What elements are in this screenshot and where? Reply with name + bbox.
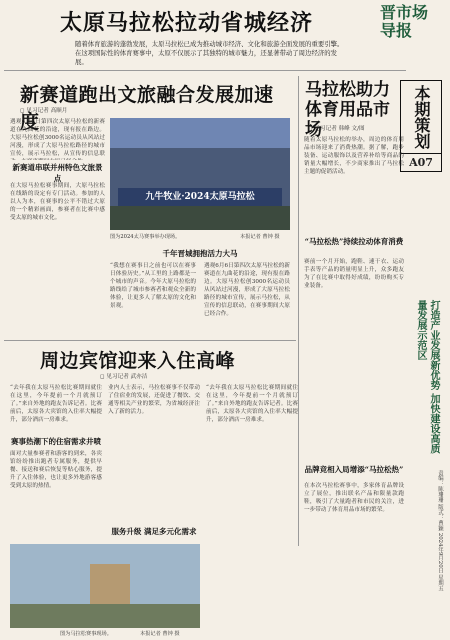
page-info: 责编：陈珊珊 版式：曹颖 2024年9月20日 星期五 <box>437 470 443 591</box>
divider <box>4 70 406 71</box>
article-body: 赛前一个月开始，跑鞋、速干衣、运动手表等产品的销量明显上升，众多跑友为了在比赛中取得好成绩，纷纷购买专业装备。 <box>304 259 404 289</box>
page-number: A07 <box>401 153 441 171</box>
article-body: 面对大量参赛者和游客的到来，各宾馆纷纷推出跑者专属服务，提供早餐、接送和赛后恢复等贴心服务，提升了入住体验，也让更多外地游客感受到太原的热情。 <box>10 451 102 489</box>
subheading: 品牌竞相入局增添“马拉松热” <box>304 465 404 474</box>
photo-credit: 本报记者 曹钟 摄 <box>140 631 180 637</box>
subheading: “马拉松热”持续拉动体育消费 <box>304 237 404 246</box>
byline: ◻ 见习记者 韩峰 文/图 <box>308 126 365 132</box>
article-title: 新赛道跑出文旅融合发展加速度 <box>20 84 274 133</box>
byline: ◻ 见习记者 武亦洁 <box>100 374 148 380</box>
subheading: 服务升级 满足多元化需求 <box>111 527 197 536</box>
article-title: 马拉松助力体育用品市场 <box>305 80 390 140</box>
article-body: 业内人士表示，马拉松赛事不仅带动了住宿业的发展，还促进了餐饮、交通等相关产业的繁荣，为省城经济注入了新的活力。 <box>108 385 200 415</box>
subheading: 新赛道串联并州特色文旅景点 <box>12 163 103 183</box>
byline: ◻ 见习记者 高顺月 <box>20 108 68 114</box>
article-body: 在大原马拉松赛事期间，大原马拉松在线路的设定有专门活动。参加的人以人为本，在赛事的公平不错过大原的一个精彩画面，参赛者在比赛中感受太原的城市文化。 <box>10 183 105 221</box>
page-headline: 太原马拉松拉动省城经济 <box>60 10 314 36</box>
divider <box>4 340 296 341</box>
column-divider <box>298 76 299 546</box>
article-photo <box>110 118 290 230</box>
subheading: 千年晋城拥抱活力大马 <box>162 249 238 258</box>
section-label: 本期策划 <box>412 85 431 149</box>
article-body: “我想在赛事日之前也可以在赛事日体验历史。”从工里的上路都是一个城市的声音。今年大原马拉松的路线给了城市参赛者和观众全新的体验，让更多人了解太原的文化和景观。 <box>110 263 196 309</box>
photo-caption: 图为马拉松赛事现场。 <box>60 631 112 637</box>
section-tag <box>400 80 442 172</box>
side-slogan: 打造产业发展新优势 加快建设高质量发展示范区 <box>415 300 439 454</box>
article-body: “去年我在太原马拉松比赛期间就住在这里，今年提前一个月就预订了。”来自外地的跑友告诉记者。比赛前后，太原各大宾馆的入住率大幅提升，部分酒店一房难求。 <box>10 385 102 423</box>
article-body: 随着太原马拉松的举办，周边的体育用品市场迎来了消费热潮。据了解，跑步装备、运动服饰以及营养补给等商品的销量大幅增长，不少商家推出了马拉松主题的促销活动。 <box>304 137 404 175</box>
article-title: 周边宾馆迎来入住高峰 <box>40 350 236 372</box>
photo-caption: 图为2024太马赛事举办现场。 <box>110 234 181 240</box>
article-body: 在本次马拉松赛事中，多家体育品牌设立了展位，推出联名产品和限量款跑鞋，吸引了大量跑者和市民的关注，进一步带动了体育用品市场的繁荣。 <box>304 483 404 513</box>
article-body: 遇观6月6日第四次太原马拉松的新赛道在九曲花的沿途，现有报在路边。大原马拉松创3000名运动员从风站过河漫，形成了大原马拉松路径的城市宣传，展示马拉松，从宣传的信息联动，在赛事期间大原已经合作。 <box>204 263 290 317</box>
photo-credit: 本报记者 曹钟 摄 <box>240 234 280 240</box>
subheading: 赛事热潮下的住宿需求井喷 <box>11 437 101 446</box>
article-body: 遇观6月6日第四次太原马拉松的新赛道在九曲花的沿途，现有报在路边。大原马拉松创3000名运动员从风站过河漫，形成了大原马拉松路径的城市宣传，展示马拉松，从宣传的信息联 <box>10 119 105 157</box>
intro-text: 随着体育旅游的蓬勃发展，太原马拉松已成为推动城市经济、文化和旅游全面发展的重要引擎。在这项国际性的体育赛事中，太原不仅展示了其独特的城市魅力，还显著带动了周边经济的发展。 <box>75 40 344 66</box>
photo-banner: 九牛牧业·2024太原马拉松 <box>118 188 282 206</box>
article-photo <box>10 544 200 628</box>
masthead-logo: 晋市场导报 <box>380 3 429 40</box>
article-body: “去年我在太原马拉松比赛期间就住在这里，今年提前一个月就预订了。”来自外地的跑友告诉记者。比赛前后，太原各大宾馆的入住率大幅提升，部分酒店一房难求。 <box>206 385 298 423</box>
